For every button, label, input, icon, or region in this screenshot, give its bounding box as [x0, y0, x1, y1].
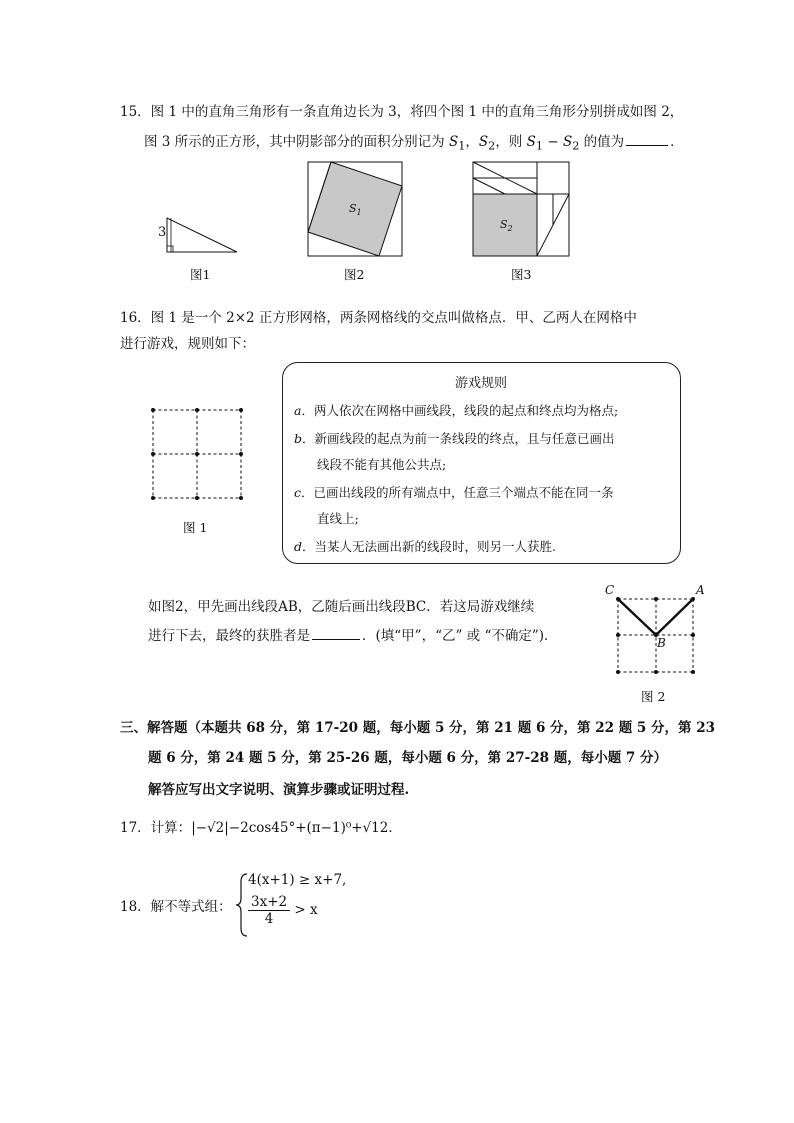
rule-a: a．两人依次在网格中画线段，线段的起点和终点均为格点; [294, 403, 619, 418]
q16-line1: 16．图 1 是一个 2×2 正方形网格，两条网格线的交点叫做格点．甲、乙两人在网格中 [120, 310, 637, 326]
point-b-label: B [657, 636, 666, 650]
q15-fig2-caption: 图2 [344, 267, 365, 282]
q15-fig2-label: $S_1$ [349, 202, 362, 218]
point-a-label: A [696, 583, 705, 597]
q15-figure3 [470, 160, 575, 258]
q17-expression: |−√2|−2cos45°+(π−1)⁰+√12 [191, 820, 389, 836]
q16-line2: 进行游戏，规则如下： [120, 336, 255, 352]
q15-line1: 15．图 1 中的直角三角形有一条直角边长为 3，将四个图 1 中的直角三角形分别拼成如图 2， [120, 104, 684, 120]
q16-fig2-caption: 图 2 [641, 689, 666, 704]
q15-figure1 [155, 210, 245, 258]
answer-blank-15[interactable] [626, 133, 668, 146]
q16-para1: 如图2，甲先画出线段AB，乙随后画出线段BC．若这局游戏继续 [148, 599, 535, 615]
point-c-label: C [605, 583, 615, 597]
section3-heading-line1: 三、解答题（本题共 68 分，第 17-20 题，每小题 5 分，第 21 题 6 分，第 22 题 5 分，第 23 [120, 720, 716, 736]
q16-grid-figure2 [610, 592, 700, 678]
q18-brace [235, 872, 249, 938]
q15-line2: 图 3 所示的正方形，其中阴影部分的面积分别记为 $S_1$，$S_2$，则 $S_1 - S_2$ 的值为 ． [144, 134, 684, 153]
rule-b: b．新画线段的起点为前一条线段的终点，且与任意已画出 [294, 431, 615, 446]
q18-prefix: 18．解不等式组： [120, 899, 232, 915]
section3-heading-line2: 题 6 分，第 24 题 5 分，第 25-26 题，每小题 6 分，第 27-28 题，每小题 7 分） [148, 750, 668, 766]
rule-c: c．已画出线段的所有端点中，任意三个端点不能在同一条 [294, 485, 614, 500]
q16-grid-figure1 [148, 405, 248, 505]
q15-fig1-side-label: 3 [158, 225, 167, 240]
q18-fraction: $\frac{3x+2}{4}$ [248, 894, 290, 927]
q18-inequality1: 4(x+1) ≥ x+7, [248, 872, 347, 888]
rule-d: d．当某人无法画出新的线段时，则另一人获胜. [294, 539, 556, 554]
q17: 17．计算：|−√2|−2cos45°+(π−1)⁰+√12． [120, 820, 402, 836]
q18-inequality2: $\frac{3x+2}{4}$ > x [248, 894, 318, 927]
rule-b-cont: 线段不能有其他公共点; [317, 457, 447, 472]
q16-para2: 进行下去，最终的获胜者是 ．(填“甲”，“乙” 或 “不确定”)． [148, 628, 558, 644]
q16-fig1-caption: 图 1 [183, 520, 208, 535]
rules-title: 游戏规则 [455, 376, 508, 391]
q15-fig1-caption: 图1 [190, 267, 211, 282]
answer-blank-16[interactable] [312, 627, 360, 640]
rule-c-cont: 直线上; [317, 511, 359, 526]
q15-fig3-caption: 图3 [511, 267, 532, 282]
right-triangle [167, 218, 237, 252]
section3-heading-line3: 解答应写出文字说明、演算步骤或证明过程. [148, 782, 410, 798]
q15-fig3-label: $S_2$ [500, 218, 513, 234]
right-angle-mark [167, 246, 173, 252]
